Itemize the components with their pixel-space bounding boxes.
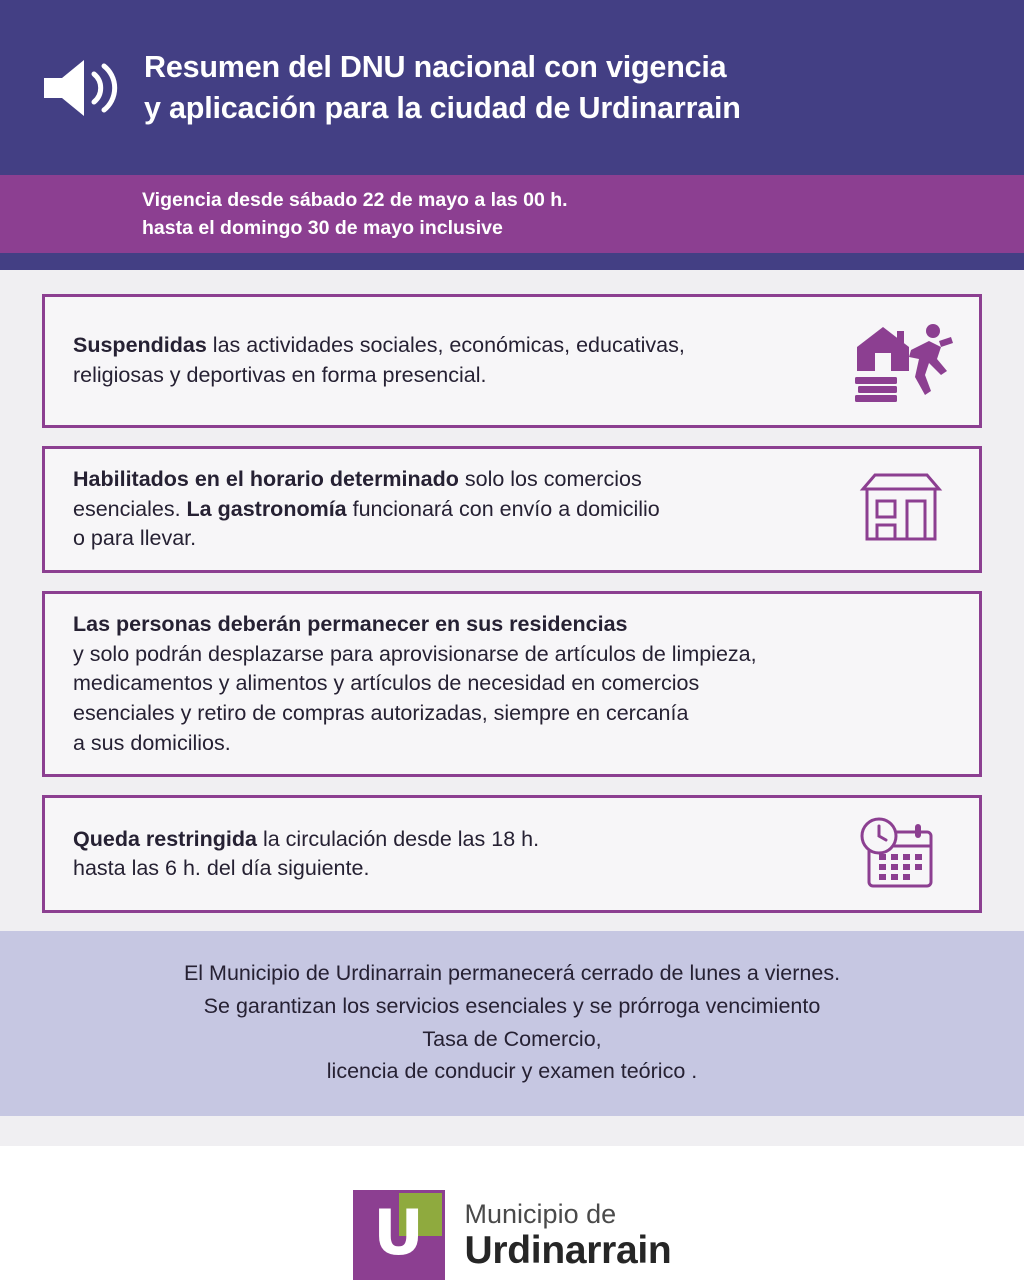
- page-title: [144, 47, 741, 128]
- measure-rest: o para llevar.: [73, 526, 197, 551]
- page-title-line-2: y aplicación para la ciudad de Urdinarrain: [144, 90, 741, 125]
- measure-rest: solo los comercios: [458, 467, 642, 491]
- measure-line: y solo podrán desplazarse para aprovisionarse de artículos de limpieza,: [73, 641, 757, 666]
- measure-line: [73, 495, 841, 525]
- logo-big-text: Urdinarrain: [464, 1229, 672, 1273]
- measure-line: [73, 610, 961, 640]
- measure-text: [73, 825, 841, 884]
- footer-note-text: [40, 957, 984, 1088]
- measure-emphasis: Habilitados en el horario determinado: [73, 467, 459, 491]
- measure-line: [73, 331, 841, 361]
- measure-text: [73, 610, 961, 758]
- logo-mark-icon: [353, 1190, 445, 1280]
- measure-line: [73, 524, 841, 554]
- bottom-spacer: [0, 1116, 1024, 1146]
- storefront-icon: [841, 469, 961, 549]
- measure-line: hasta las 6 h. del día siguiente.: [73, 856, 370, 881]
- measure-emphasis: Las personas deberán permanecer en sus residencias: [73, 611, 628, 636]
- footer-note: [0, 931, 1024, 1116]
- divider-bar: [0, 253, 1024, 270]
- measures-list: [0, 270, 1024, 913]
- measure-text: [73, 331, 841, 390]
- measure-emphasis: La gastronomía: [186, 496, 347, 521]
- measure-line: a sus domicilios.: [73, 730, 231, 755]
- validity-line-1: Vigencia desde sábado 22 de mayo a las 00 h.: [142, 188, 568, 211]
- header-banner: [0, 0, 1024, 175]
- measure-rest-2: funcionará con envío a domicilio: [346, 496, 660, 521]
- measure-line: [73, 361, 841, 391]
- footer-note-line-3: Tasa de Comercio,: [422, 1026, 602, 1051]
- measure-rest: la circulación desde las 18 h.: [257, 826, 540, 851]
- measure-line: esenciales y retiro de compras autorizadas, siempre en cercanía: [73, 700, 689, 725]
- logo-area: [0, 1146, 1024, 1280]
- measure-card: [42, 294, 982, 428]
- house-books-runner-icon: [841, 313, 961, 409]
- measure-text: [73, 465, 841, 554]
- footer-note-line-4: licencia de conducir y examen teórico .: [326, 1059, 698, 1084]
- footer-note-line-1: El Municipio de Urdinarrain permanecerá cerrado de lunes a viernes.: [183, 961, 841, 986]
- page-title-line-1: Resumen del DNU nacional con vigencia: [144, 50, 727, 85]
- measure-card: [42, 795, 982, 913]
- measure-emphasis: Queda restringida: [73, 826, 257, 851]
- measure-rest: las actividades sociales, económicas, educativas,: [206, 333, 685, 358]
- megaphone-icon: [34, 42, 126, 134]
- measure-rest: esenciales.: [73, 496, 187, 521]
- measure-card: [42, 446, 982, 573]
- footer-note-line-2: Se garantizan los servicios esenciales y se prórroga vencimiento: [203, 993, 821, 1018]
- measure-card: [42, 591, 982, 777]
- validity-band: [0, 175, 1024, 253]
- measure-line: [73, 465, 841, 495]
- logo-text: [465, 1199, 672, 1273]
- validity-text: [142, 186, 568, 243]
- validity-line-2: hasta el domingo 30 de mayo inclusive: [142, 217, 503, 239]
- measure-line: medicamentos y alimentos y artículos de necesidad en comercios: [73, 671, 700, 696]
- measure-line: [73, 825, 841, 855]
- logo-letter: U: [373, 1195, 424, 1269]
- measure-emphasis: Suspendidas: [73, 333, 207, 358]
- logo-small-text: Municipio de: [464, 1198, 617, 1229]
- municipality-logo: [353, 1190, 672, 1280]
- measure-rest: religiosas y deportivas en forma presencial.: [73, 363, 487, 387]
- clock-calendar-icon: [841, 814, 961, 894]
